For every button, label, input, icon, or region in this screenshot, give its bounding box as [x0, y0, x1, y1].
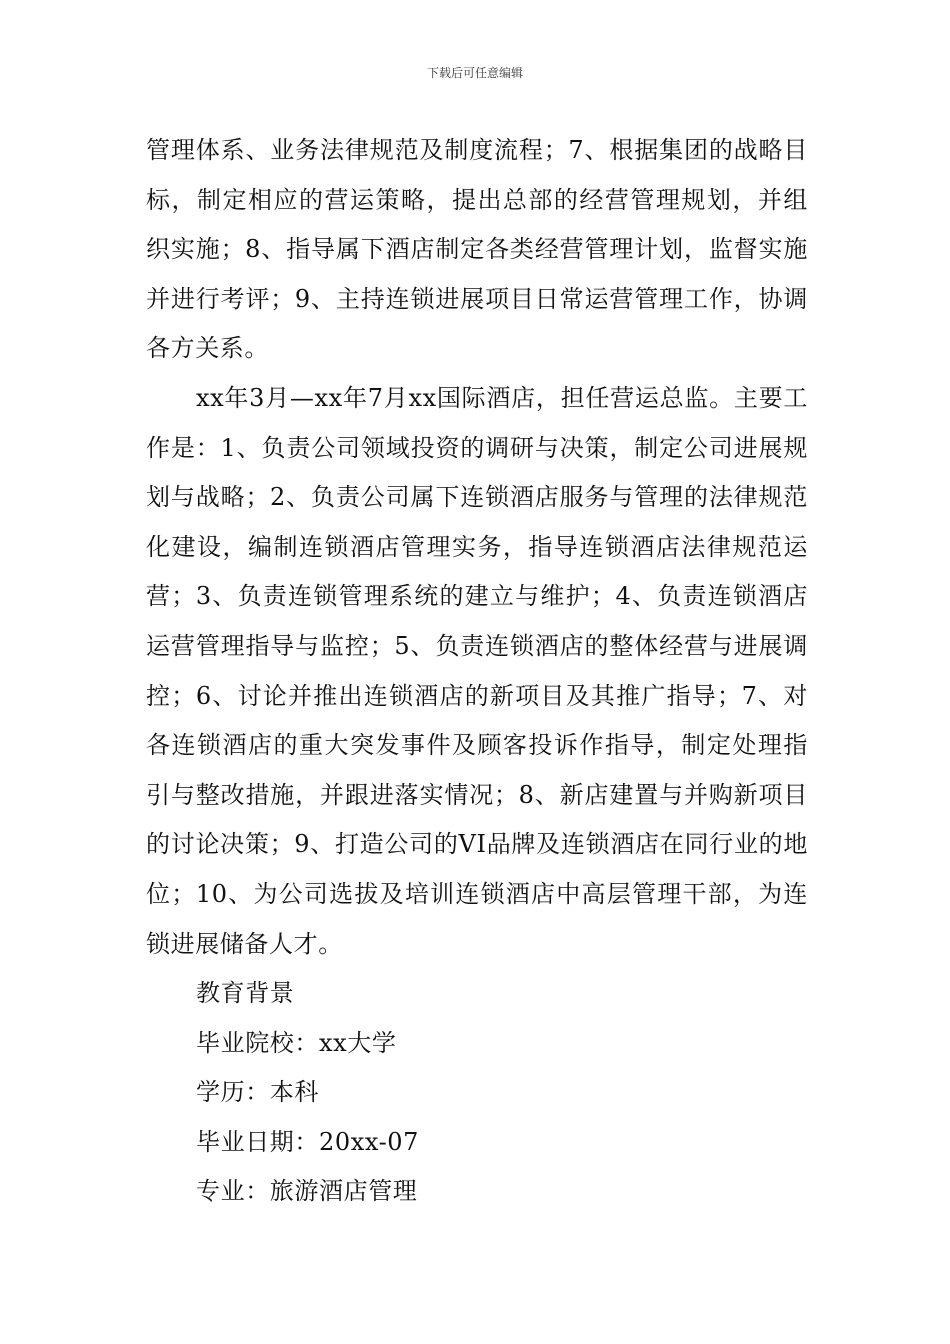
education-degree: 学历：本科	[196, 1078, 319, 1107]
document-body	[146, 126, 808, 1217]
education-major: 专业：旅游酒店管理	[196, 1177, 418, 1206]
work-experience-paragraph-operations-director: xx年3月—xx年7月xx国际酒店，担任营运总监。主要工作是：1、负责公司领域投资的调研与决策，制定公司进展规划与战略；2、负责公司属下连锁酒店服务与管理的法律规范化建设，编制连锁酒店管理实务，指导连锁酒店法律规范运营；3、负责连锁管理系统的建立与维护；4、负责连锁酒店运营管理指导与监控；5、负责连锁酒店的整体经营与进展调控；6、讨论并推出连锁酒店的新项目及其推广指导；7、对各连锁酒店的重大突发事件及顾客投诉作指导，制定处理指引与整改措施，并跟进落实情况；8、新店建置与并购新项目的讨论决策；9、打造公司的VI品牌及连锁酒店在同行业的地位；10、为公司选拔及培训连锁酒店中高层管理干部，为连锁进展储备人才。	[146, 383, 808, 958]
work-experience-paragraph-continued: 管理体系、业务法律规范及制度流程；7、根据集团的战略目标，制定相应的营运策略，提出总部的经营管理规划，并组织实施；8、指导属下酒店制定各类经营管理计划，监督实施并进行考评；9、主持连锁进展项目日常运营管理工作，协调各方关系。	[146, 136, 808, 363]
education-heading: 教育背景	[196, 979, 295, 1008]
education-graduation-date: 毕业日期：20xx-07	[196, 1127, 420, 1156]
page-header: 下载后可任意编辑	[426, 66, 523, 80]
education-school: 毕业院校：xx大学	[196, 1028, 397, 1057]
